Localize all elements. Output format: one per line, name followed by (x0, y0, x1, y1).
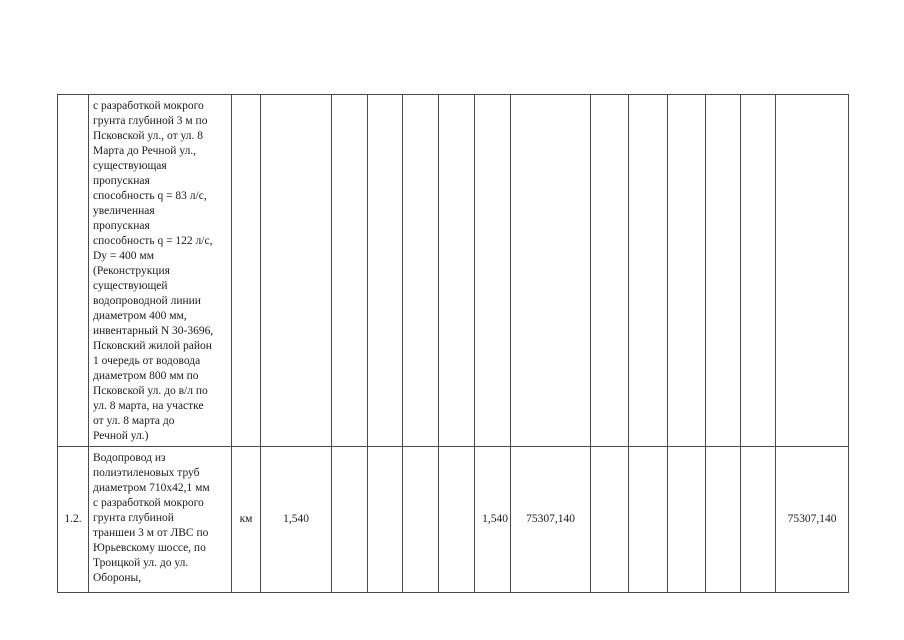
empty-cell (368, 447, 403, 593)
empty-cell (741, 95, 776, 447)
empty-cell (741, 447, 776, 593)
sum-cell: 75307,140 (511, 447, 591, 593)
investment-table (57, 94, 849, 593)
empty-cell (439, 447, 475, 593)
table-row (58, 95, 849, 447)
empty-cell (368, 95, 403, 447)
empty-cell (591, 95, 629, 447)
row-number-cell: 1.2. (58, 447, 89, 593)
total-cell: 75307,140 (776, 447, 849, 593)
empty-cell (629, 95, 668, 447)
empty-cell (403, 447, 439, 593)
unit-cell (232, 95, 261, 447)
empty-cell (668, 447, 706, 593)
quantity-cell: 1,540 (261, 447, 332, 593)
quantity-cell-2 (475, 95, 511, 447)
sum-cell (511, 95, 591, 447)
empty-cell (403, 95, 439, 447)
empty-cell (332, 95, 368, 447)
empty-cell (439, 95, 475, 447)
description-cell: с разработкой мокрого грунта глубиной 3 м по Псковской ул., от ул. 8 Марта до Речной ул., существующая пропускная способность q = 83 л/с, увеличенная пропускная способность q = 122 л/с, Dy = 400 мм (Реконструкция существующей водопроводной линии диаметром 400 мм, инвентарный N 30-3696, Псковский жилой район 1 очередь от водовода диаметром 800 мм по Псковской ул. до в/л по ул. 8 марта, на участке от ул. 8 марта до Речной ул.) (89, 95, 232, 447)
empty-cell (332, 447, 368, 593)
quantity-cell-2: 1,540 (475, 447, 511, 593)
empty-cell (706, 95, 741, 447)
description-cell: Водопровод из полиэтиленовых труб диаметром 710х42,1 мм с разработкой мокрого грунта глубиной траншеи 3 м от ЛВС по Юрьевскому шоссе, по Троицкой ул. до ул. Обороны, (89, 447, 232, 593)
empty-cell (591, 447, 629, 593)
empty-cell (668, 95, 706, 447)
unit-cell: км (232, 447, 261, 593)
table-row (58, 447, 849, 593)
row-number-cell (58, 95, 89, 447)
empty-cell (706, 447, 741, 593)
empty-cell (629, 447, 668, 593)
total-cell (776, 95, 849, 447)
quantity-cell (261, 95, 332, 447)
